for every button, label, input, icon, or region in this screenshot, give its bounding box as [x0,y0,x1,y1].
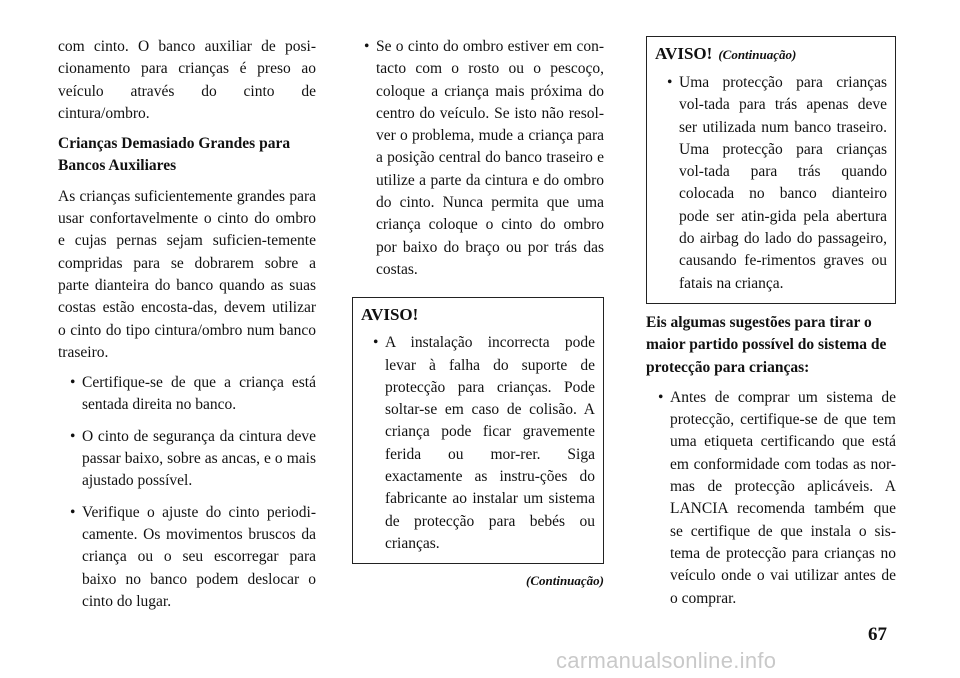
list-item [361,332,595,555]
page-number: 67 [868,624,887,645]
warning-list [361,332,595,555]
list-item-text: A instalação incorrecta pode levar à falha do suporte de protecção para crianças. Pode soltar-se em caso de colisão. A criança pode ficar gravemente ferida ou mor-rer. Siga exactamente as instru-ções do fabricante ao instalar um sistema de protecção para bebés ou crianças. [385,334,595,552]
list-item [352,36,604,281]
bullet-icon: • [658,388,664,406]
warning-title-suffix: (Continuação) [718,47,797,62]
intro-paragraph: com cinto. O banco auxiliar de posi-cionamento para crianças é preso ao veículo através do cinto de cintura/ombro. [58,38,316,122]
bullet-icon: • [70,427,76,445]
list-item [58,502,316,613]
list-item-text: Uma protecção para crianças vol-tada para trás apenas deve ser utilizada num banco traseiro. Uma protecção para crianças vol-tada para trás quando colocada no banco dianteiro pode ser atin-gida pela abertura do airbag do lado do passageiro, causando fe-rimentos graves ou fatais na criança. [679,74,887,292]
warning-title: AVISO! [361,305,419,325]
warning-title-text: AVISO! [655,44,713,63]
list-item [646,387,896,610]
list-item-text: Antes de comprar um sistema de protecção, certifique-se de que tem uma etiqueta certificando que está em conformidade com todas as nor-mas de protecção aplicáveis. A LANCIA recomenda também que se certifique de que instala o sis-tema de protecção para crianças no veículo onde o vai utilizar antes de o comprar. [670,388,896,607]
list-item [655,72,887,295]
list-item-text: Verifique o ajuste do cinto periodi-camente. Os movimentos bruscos da criança ou o seu escorregar para baixo no banco podem deslocar o cinto do lugar. [82,503,316,610]
warning-list [655,72,887,295]
bullet-icon: • [667,74,673,91]
bullet-icon: • [70,374,76,392]
list-item [58,372,316,417]
section-heading: Eis algumas sugestões para tirar o maior partido possível do sistema de protecção para crianças: [646,313,887,376]
bullet-icon: • [373,334,379,352]
warning-title [655,43,887,66]
bullet-icon: • [364,38,370,55]
bullet-list [58,372,316,613]
bullet-list [646,387,896,610]
column-right [646,36,896,619]
bullet-icon: • [70,503,76,521]
continued-note: (Continuação) [525,573,604,589]
body-paragraph: As crianças suficientemente grandes para usar confortavelmente o cinto do ombro e cujas pernas sejam suficien-temente compridas para se dobrarem sobre a parte dianteira do banco quando as suas costas estão encosta-das, devem utilizar o cinto do tipo cintura/ombro num banco traseiro. [58,187,316,361]
list-item-text: Se o cinto do ombro estiver em con-tacto com o rosto ou o pescoço, coloque a criança mais próxima do centro do veículo. Se isto não resol-ver o problema, mude a criança para a posição central do banco traseiro e utilize a parte da cintura e do ombro do cinto. Nunca permita que uma criança coloque o cinto do ombro por baixo do braço ou por trás das costas. [376,38,604,278]
warning-box-continued [646,36,896,304]
column-middle [352,36,604,593]
column-left [58,36,316,622]
list-item-text: Certifique-se de que a criança está sentada direita no banco. [82,374,316,414]
list-item-text: O cinto de segurança da cintura deve passar baixo, sobre as ancas, e o mais ajustado possível. [82,427,316,490]
section-heading: Crianças Demasiado Grandes para Bancos Auxiliares [58,135,291,175]
warning-box [352,297,604,564]
watermark: carmanualsonline.info [556,648,777,673]
list-item [58,426,316,493]
bullet-list [352,36,604,281]
